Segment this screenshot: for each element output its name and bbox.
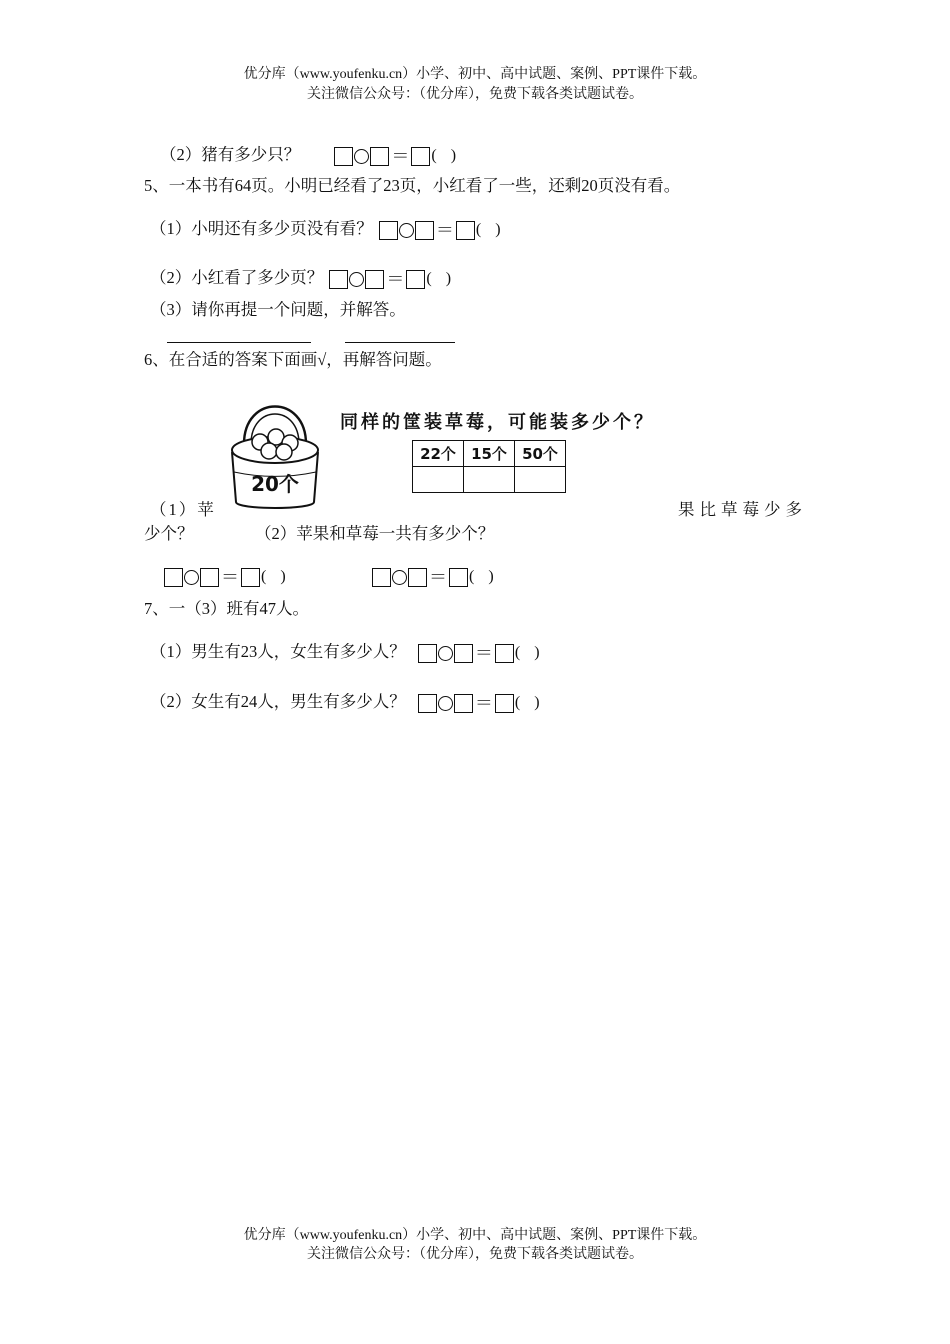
q5-title: 5、一本书有64页。小明已经看了23页，小红看了一些，还剩20页没有看。 [144,176,681,195]
answer-box[interactable] [495,694,514,713]
answer-box[interactable] [329,270,348,289]
page-header-line1: 优分库（www.youfenku.cn）小学、初中、高中试题、案例、PPT课件下载。 [243,67,707,82]
answer-box[interactable] [365,270,384,289]
q5-part1-text: （1）小明还有多少页没有看？ [150,219,373,238]
page-footer-line1: 优分库（www.youfenku.cn）小学、初中、高中试题、案例、PPT课件下载。 [243,1228,707,1243]
answer-box[interactable] [454,644,473,663]
page-header-line2: 关注微信公众号：（优分库），免费下载各类试题试卷。 [307,87,643,102]
equals-sign: ＝ [435,220,454,241]
q7-title: 7、一（3）班有47人。 [144,599,309,618]
operator-circle[interactable] [438,646,453,661]
unit-paren[interactable]: ( ) [475,221,501,239]
answer-box[interactable] [411,147,430,166]
answer-box[interactable] [200,568,219,587]
q6-part2-text: （2）苹果和草莓一共有多少个？ [255,524,495,543]
operator-circle[interactable] [438,696,453,711]
figure-title: 同样的筐装草莓，可能装多少个？ [340,412,655,433]
operator-circle[interactable] [354,149,369,164]
q5-part3-text: （3）请你再提一个问题，并解答。 [150,300,406,319]
unit-paren[interactable]: ( ) [426,270,452,288]
equals-sign: ＝ [391,146,410,167]
unit-paren[interactable]: ( ) [261,568,286,586]
q5-part2-row [150,268,451,289]
equation-blank[interactable] [379,220,501,240]
q6-title: 6、在合适的答案下面画√，再解答问题。 [144,350,442,369]
operator-circle[interactable] [399,223,414,238]
tick-cell-22[interactable] [413,467,464,493]
equation-blank[interactable] [334,146,456,166]
answer-box[interactable] [164,568,183,587]
unit-paren[interactable]: ( ) [469,568,494,586]
equation-blank[interactable] [164,567,286,587]
q6-part1-text-a: （1）苹 [150,500,216,519]
equation-blank[interactable] [329,269,451,289]
answer-box[interactable] [370,147,389,166]
answer-box[interactable] [372,568,391,587]
unit-paren[interactable]: ( ) [431,147,457,165]
answer-box[interactable] [418,694,437,713]
equals-sign: ＝ [429,567,447,588]
basket-illustration [222,400,328,512]
q4-part2-text: （2）猪有多少只？ [160,145,301,164]
answer-box[interactable] [406,270,425,289]
operator-circle[interactable] [349,272,364,287]
unit-paren[interactable]: ( ) [514,644,540,662]
q5-part2-text: （2）小红看了多少页？ [150,268,324,287]
answer-line[interactable] [345,342,455,343]
q6-part1-text-c: 少个？ [144,524,194,543]
option-22: 22个 [413,441,464,467]
answer-box[interactable] [418,644,437,663]
equation-blank[interactable] [372,567,494,587]
tick-cell-15[interactable] [464,467,515,493]
q7-part2-text: （2）女生有24人，男生有多少人？ [150,692,406,711]
equals-sign: ＝ [474,643,493,664]
answer-box[interactable] [449,568,468,587]
q4-part2-row [160,145,456,166]
operator-circle[interactable] [392,570,407,585]
answer-box[interactable] [241,568,260,587]
equation-blank[interactable] [418,643,540,663]
answer-box[interactable] [454,694,473,713]
answer-box[interactable] [379,221,398,240]
basket-label: 20个 [251,472,299,496]
q6-part1-text-b: 果比草莓少多 [678,500,807,519]
q6-part1-equation-row [158,566,286,587]
answer-line[interactable] [167,342,311,343]
page-footer-line2: 关注微信公众号：（优分库），免费下载各类试题试卷。 [307,1247,643,1262]
answer-box[interactable] [495,644,514,663]
q6-part2-equation-row [366,566,494,587]
q5-part1-row [150,219,501,240]
equals-sign: ＝ [474,693,493,714]
answer-options-table [412,440,566,493]
answer-box[interactable] [334,147,353,166]
equals-sign: ＝ [386,269,405,290]
unit-paren[interactable]: ( ) [514,694,540,712]
answer-box[interactable] [456,221,475,240]
option-50: 50个 [515,441,566,467]
answer-box[interactable] [415,221,434,240]
q7-part2-row [150,692,540,713]
q7-part1-text: （1）男生有23人，女生有多少人？ [150,642,406,661]
operator-circle[interactable] [184,570,199,585]
tick-cell-50[interactable] [515,467,566,493]
answer-box[interactable] [408,568,427,587]
equals-sign: ＝ [221,567,239,588]
q7-part1-row [150,642,540,663]
option-15: 15个 [464,441,515,467]
equation-blank[interactable] [418,693,540,713]
